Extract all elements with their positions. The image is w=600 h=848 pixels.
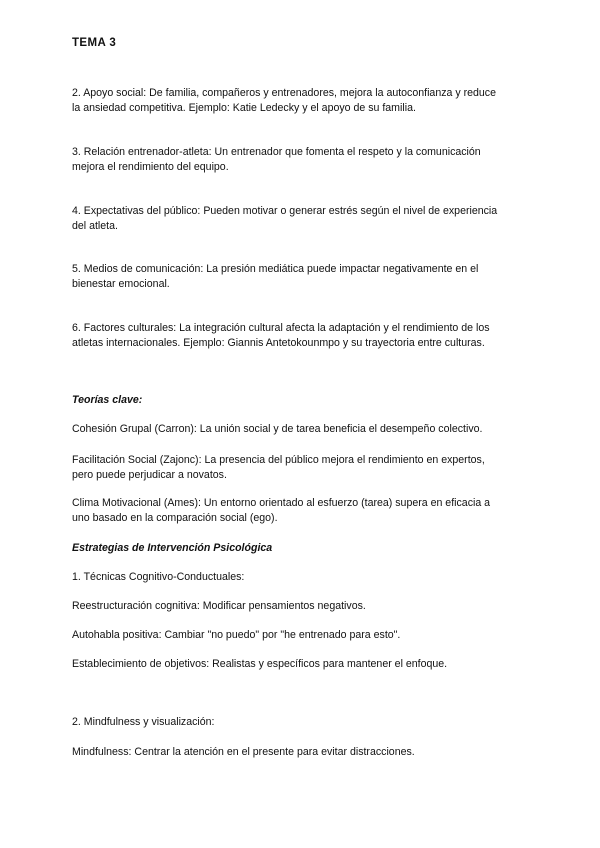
theory-line: uno basado en la comparación social (ego). <box>72 512 278 524</box>
factor-line: mejora el rendimiento del equipo. <box>72 161 229 173</box>
theory-line: Cohesión Grupal (Carron): La unión social y de tarea beneficia el desempeño colectivo. <box>72 423 483 435</box>
factor-line: 6. Factores culturales: La integración cultural afecta la adaptación y el rendimiento de los <box>72 322 490 334</box>
list-item: Establecimiento de objetivos: Realistas y específicos para mantener el enfoque. <box>72 658 448 670</box>
factor-line: 5. Medios de comunicación: La presión mediática puede impactar negativamente en el <box>72 263 479 275</box>
list-item: Reestructuración cognitiva: Modificar pensamientos negativos. <box>72 600 366 612</box>
subsection-title: 1. Técnicas Cognitivo-Conductuales: <box>72 571 245 583</box>
factor-line: bienestar emocional. <box>72 278 170 290</box>
theory-line: Facilitación Social (Zajonc): La presencia del público mejora el rendimiento en expertos, <box>72 454 485 466</box>
factor-line: 2. Apoyo social: De familia, compañeros y entrenadores, mejora la autoconfianza y reduce <box>72 87 496 99</box>
theory-line: Clima Motivacional (Ames): Un entorno orientado al esfuerzo (tarea) supera en eficacia a <box>72 497 491 509</box>
factor-line: del atleta. <box>72 220 118 232</box>
subsection-title: 2. Mindfulness y visualización: <box>72 716 215 728</box>
factor-line: la ansiedad competitiva. Ejemplo: Katie Ledecky y el apoyo de su familia. <box>72 102 416 114</box>
list-item: Autohabla positiva: Cambiar "no puedo" por "he entrenado para esto". <box>72 629 401 641</box>
page-title: TEMA 3 <box>72 37 117 49</box>
list-item: Mindfulness: Centrar la atención en el presente para evitar distracciones. <box>72 746 415 758</box>
theory-line: pero puede perjudicar a novatos. <box>72 469 227 481</box>
factor-line: 4. Expectativas del público: Pueden motivar o generar estrés según el nivel de experiencia <box>72 205 498 217</box>
factor-line: 3. Relación entrenador-atleta: Un entrenador que fomenta el respeto y la comunicación <box>72 146 481 158</box>
section-heading-strategies: Estrategias de Intervención Psicológica <box>72 542 273 554</box>
factor-line: atletas internacionales. Ejemplo: Giannis Antetokounmpo y su trayectoria entre culturas. <box>72 337 485 349</box>
section-heading-theories: Teorías clave: <box>72 394 143 406</box>
